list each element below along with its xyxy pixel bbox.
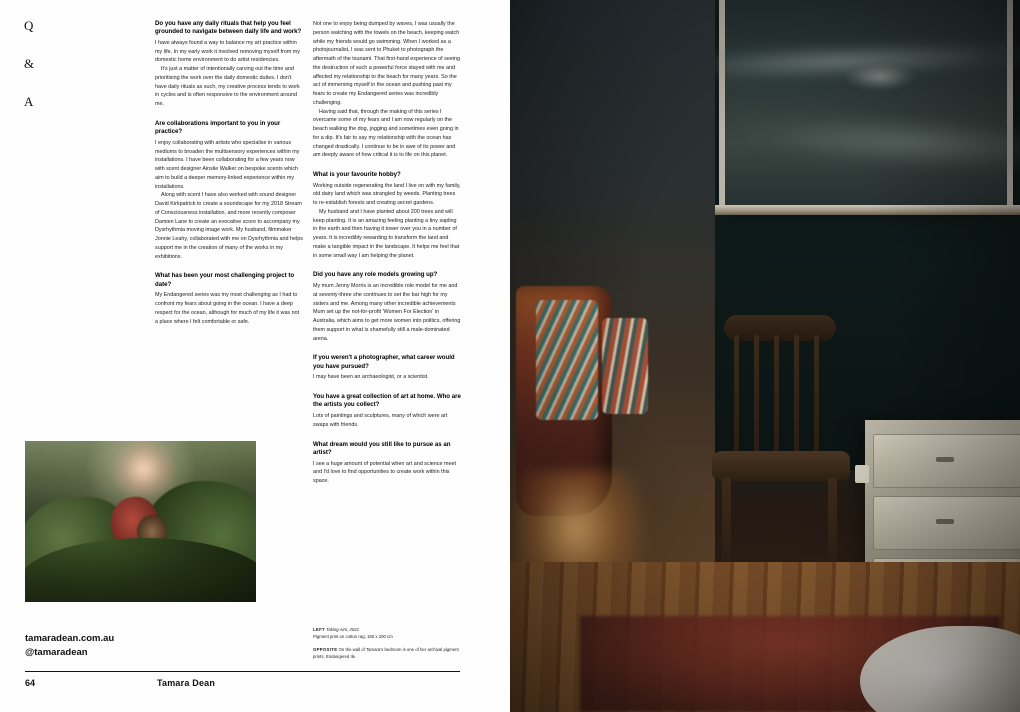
page-number: 64 [25, 678, 36, 688]
chair-spindle [734, 335, 739, 453]
chair-spindle [754, 335, 759, 453]
answer-paragraph: I enjoy collaborating with artists who specialise in various mediums to broaden the multisensory experiences within my installations. I have been collaborating for a few years now with scent designer Ainslie Walker on bespoke scents which aim to build a deeper memory-linked experience within my installations. [155, 139, 300, 190]
print-wave-lower [744, 106, 1020, 177]
answer-paragraph: Lots of paintings and sculptures, many of which were art swaps with friends. [313, 413, 448, 428]
answer-paragraph: Having said that, through the making of this series I overcame some of my fears and I am now regularly on the beach walking the dog, jogging and sometimes even going in for a dip. It's fair to say my relationship with the ocean has changed drastically. I continue to be in awe of its power and am deeply aware of how critical it is to life on this planet. [313, 108, 459, 159]
qa-block [313, 441, 461, 486]
answer-paragraph: I see a huge amount of potential when art and science meet and I'd love to find opportunities to create work within this space. [313, 460, 456, 484]
answer-paragraph: Not one to enjoy being dumped by waves, I was usually the person watching with the towels on the beach, keeping watch while my friends would go swimming. When I worked as a photojournalist, I was sent to Phuket to photograph the aftermath of the tsunami. That first-hand experience of seeing the destruction of such a powerful force stayed with me and affected my relationship to the beach for many years. So the act of immersing myself in the ocean and pushing past my fears to create my Endangered series was incredibly challenging. [313, 21, 461, 106]
qa-mark-q: Q [24, 18, 34, 33]
caption-opposite [313, 647, 463, 660]
answer-paragraph: My Endangered series was my most challenging as I had to confront my fears about going in the ocean. I have a deep respect for the ocean, although for much of my life it was not a place where I felt comfortable or safe. [155, 292, 300, 325]
wall-outlet [855, 465, 869, 483]
answer-paragraph: It's just a matter of intentionally carving out the time and prioritising the work over the daily domestic duties. I don't have daily rituals as such, my creative process tends to work in cycles and is often responsive to the environment around me. [155, 66, 300, 108]
picture-ledge [715, 205, 1020, 215]
qa-mark-a: A [24, 94, 34, 109]
website-line[interactable]: tamaradean.com.au [25, 633, 115, 644]
chair-spindle [814, 335, 819, 453]
answer-paragraph: Along with scent I have also worked with sound designer David Kirkpatrick to create a soundscape for my 2018 Stream of Consciousness installation, and more recently composer Damien Lane to create an evocative score to accompany my Dysrhythmia moving image work. My husband, filmmaker Jonnie Leahy, collaborated with me on Dysrhythmia and helps support me in the creation of many of the works in my exhibitions. [155, 192, 303, 260]
qa-block-continued [313, 20, 461, 160]
framed-seascape-print [725, 0, 1007, 206]
striped-scarf-one [536, 300, 598, 420]
qa-block [155, 20, 303, 109]
drawer-handle-icon [936, 457, 954, 462]
caption-detail: On the wall of Tamara's bedroom is one of her archival pigment prints, Endangered Ile. [313, 647, 459, 659]
chair-spindle [774, 335, 779, 453]
caption-title: Taking Aim, 2021 [326, 627, 360, 632]
answer-paragraph: I have always found a way to balance my art practice within my life. In my early work it involved removing myself from my domestic home environment to do artist residencies. [155, 39, 300, 64]
contact-block [25, 632, 114, 661]
question-heading: What dream would you still like to pursue as an artist? [313, 440, 451, 456]
qa-block [313, 393, 461, 429]
question-heading: If you weren't a photographer, what career would you have pursued? [313, 354, 455, 370]
question-heading: What has been your most challenging project to date? [155, 272, 295, 288]
question-heading: Did you have any role models growing up? [313, 271, 438, 279]
qa-block [313, 354, 461, 382]
drawer-middle [873, 496, 1020, 550]
caption-left [313, 627, 463, 640]
answer-paragraph: My mum Jenny Morris is an incredible role model for me and at seventy-three she continues to set the bar high for my sisters and me. Among many other incredible achievements Mum set up the not-for-profit 'Women For Election' in Australia, which aims to get more women into politics, offering them support in what is shamefully still a male-dominated arena. [313, 283, 461, 342]
qa-block [313, 271, 461, 343]
text-column-two [313, 20, 461, 497]
caption-detail: Pigment print on cotton rag, 150 x 200 cm [313, 633, 393, 639]
question-heading: You have a great collection of art at home. Who are the artists you collect? [313, 393, 461, 409]
striped-scarf-two [602, 318, 648, 414]
question-heading: What is your favourite hobby? [313, 171, 401, 178]
footer-rule [25, 671, 460, 672]
drawer-top [873, 434, 1020, 488]
artwork-photo-left [25, 441, 256, 602]
answer-paragraph: Working outside regenerating the land I live on with my family, old dairy land which was strangled by weeds. Planting trees to re-establish forests and creating secret gardens. [313, 182, 461, 207]
question-heading: Are collaborations important to you in your practice? [155, 119, 281, 136]
photo-mist-overlay [25, 441, 256, 602]
right-photo-page [510, 0, 1020, 712]
question-heading: Do you have any daily rituals that help you feel grounded to navigate between daily life and work? [155, 20, 302, 36]
answer-paragraph: My husband and I have planted about 200 trees and will keep planting. It is an amazing feeling planting a tiny sapling in the earth and then having it tower over you in a number of years. It is incredibly rewarding to transform the land and make a tangible impact in the landscape. It helps me feel that in some small way I am helping the planet. [313, 208, 460, 259]
handle-line[interactable]: @tamaradean [25, 647, 88, 659]
text-column-one [155, 20, 303, 337]
caption-label: OPPOSITE [313, 647, 338, 653]
caption-label: LEFT [313, 627, 325, 632]
print-swimmer [845, 64, 915, 90]
qa-block [155, 120, 303, 261]
qa-block [155, 272, 303, 326]
caption-block [313, 627, 463, 668]
answer-paragraph: I may have been an archaeologist, or a scientist. [313, 374, 429, 381]
qa-marks [24, 18, 64, 132]
qa-mark-amp: & [24, 56, 35, 71]
chair-spindle [794, 335, 799, 453]
drawer-handle-icon [936, 519, 954, 524]
qa-block [313, 171, 461, 260]
chair-top-rail [724, 315, 836, 341]
footer-artist-name: Tamara Dean [157, 678, 216, 688]
